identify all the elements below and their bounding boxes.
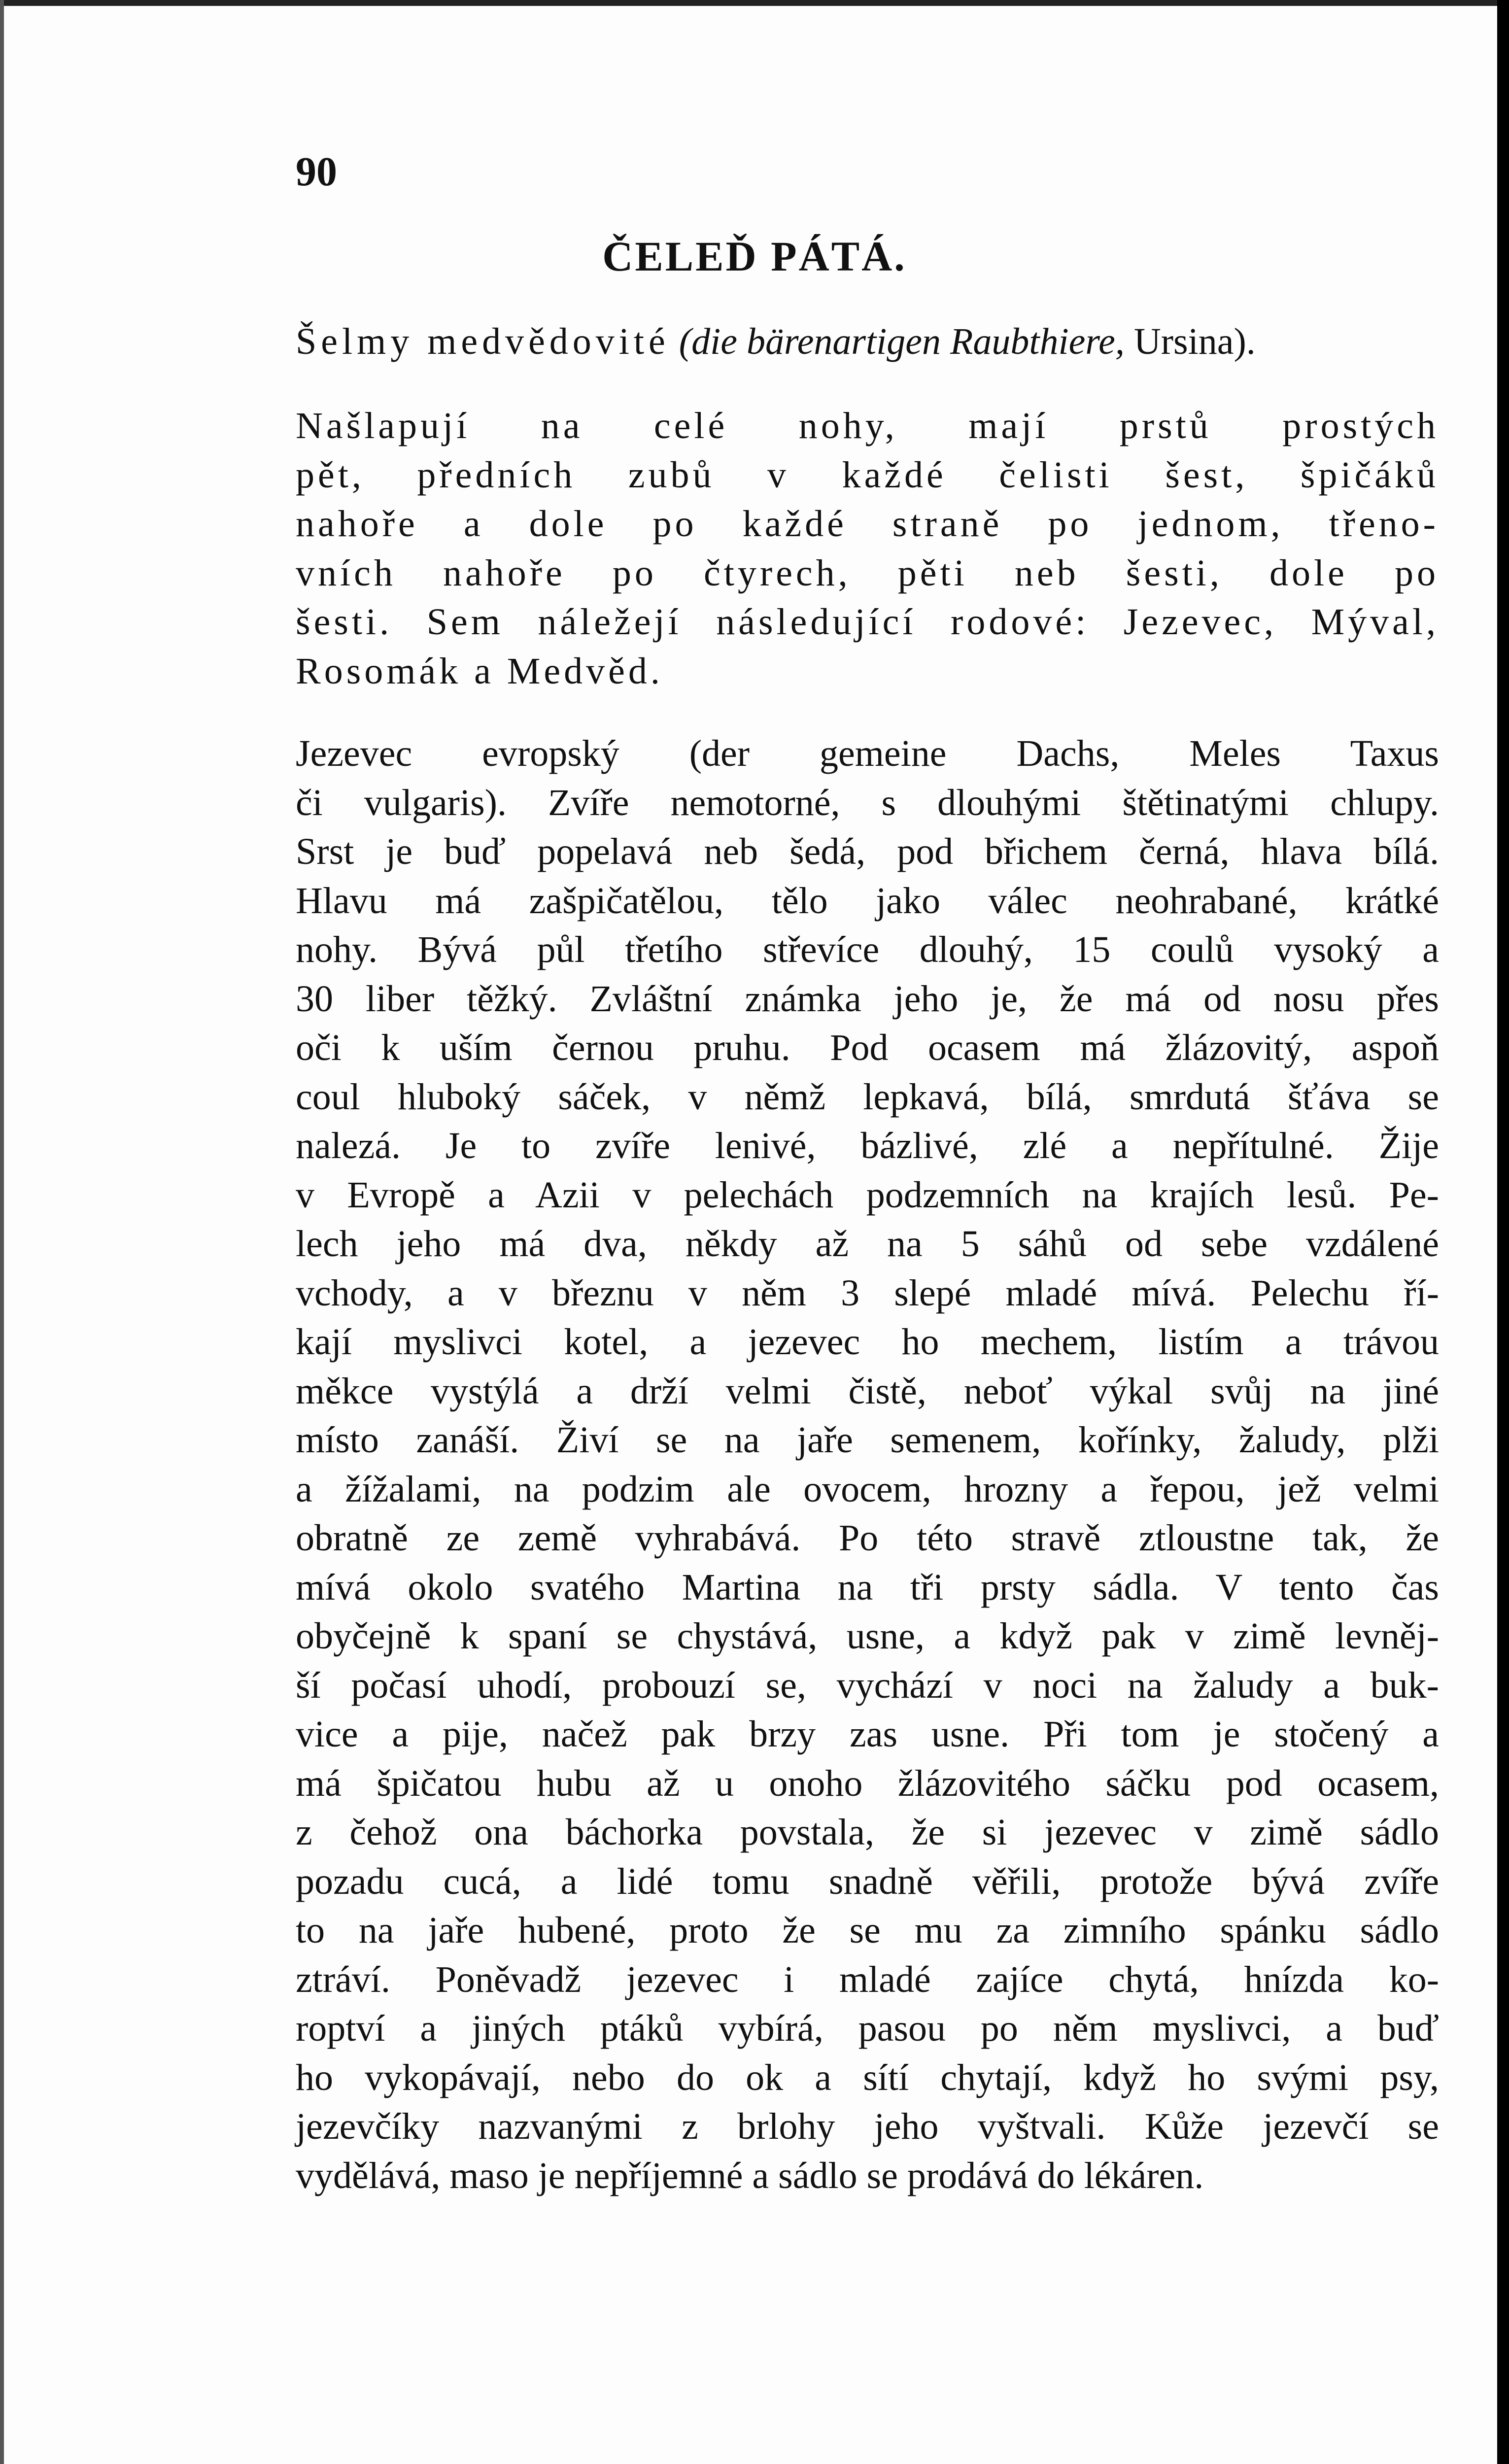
text-line: či vulgaris). Zvíře nemotorné, s dlouhými štětinatými chlupy.	[296, 782, 1439, 823]
text-line: vydělává, maso je nepříjemné a sádlo se prodává do lékáren.	[296, 2155, 1204, 2196]
text-line: ší počasí uhodí, probouzí se, vychází v noci na žaludy a buk-	[296, 1664, 1439, 1706]
text-line: pět, předních zubů v každé čelisti šest, špičáků	[296, 454, 1439, 496]
text-line: Rosomák a Medvěd.	[296, 650, 663, 692]
text-line: nahoře a dole po každé straně po jednom, třeno-	[296, 503, 1439, 545]
text-line: vice a pije, načež pak brzy zas usne. Při tom je stočený a	[296, 1713, 1439, 1755]
family-heading	[296, 320, 1439, 363]
scan-edge-left	[0, 0, 4, 2464]
family-latin-name: Ursina).	[1133, 321, 1256, 362]
text-line: jezevčíky nazvanými z brlohy jeho vyštvali. Kůže jezevčí se	[296, 2106, 1439, 2147]
text-line: ho vykopávají, nebo do ok a sítí chytají, když ho svými psy,	[296, 2056, 1439, 2098]
text-line: v Evropě a Azii v pelechách podzemních na krajích lesů. Pe-	[296, 1174, 1439, 1216]
text-line: obyčejně k spaní se chystává, usne, a když pak v zimě levněj-	[296, 1615, 1439, 1657]
text-line: pozadu cucá, a lidé tomu snadně věřili, protože bývá zvíře	[296, 1860, 1439, 1902]
family-czech-name: Šelmy medvědovité	[296, 321, 670, 362]
paragraph-family-description	[296, 402, 1439, 696]
text-line: má špičatou hubu až u onoho žlázovitého sáčku pod ocasem,	[296, 1762, 1439, 1804]
text-line: nalezá. Je to zvíře lenivé, bázlivé, zlé a nepřítulné. Žije	[296, 1125, 1439, 1166]
text-line: ztráví. Poněvadž jezevec i mladé zajíce chytá, hnízda ko-	[296, 1958, 1439, 2000]
page-number: 90	[296, 149, 337, 195]
text-line: vchody, a v březnu v něm 3 slepé mladé mívá. Pelechu ří-	[296, 1272, 1439, 1314]
text-line: místo zanáší. Živí se na jaře semenem, kořínky, žaludy, plži	[296, 1419, 1439, 1461]
text-line: 30 liber těžký. Zvláštní známka jeho je, že má od nosu přes	[296, 978, 1439, 1020]
text-line: mívá okolo svatého Martina na tři prsty sádla. V tento čas	[296, 1566, 1439, 1608]
text-line: coul hluboký sáček, v němž lepkavá, bílá, smrdutá šťáva se	[296, 1076, 1439, 1118]
family-german-name: (die bärenartigen Raubthiere,	[679, 321, 1125, 362]
text-line: šesti. Sem náležejí následující rodové: Jezevec, Mýval,	[296, 601, 1439, 643]
text-line: Jezevec evropský (der gemeine Dachs, Meles Taxus	[296, 733, 1439, 774]
text-line: kají myslivci kotel, a jezevec ho mechem, listím a trávou	[296, 1321, 1439, 1363]
text-line: lech jeho má dva, někdy až na 5 sáhů od sebe vzdálené	[296, 1223, 1439, 1265]
text-line: roptví a jiných ptáků vybírá, pasou po něm myslivci, a buď	[296, 2008, 1439, 2049]
text-line: Srst je buď popelavá neb šedá, pod břichem černá, hlava bílá.	[296, 831, 1439, 872]
text-line: Našlapují na celé nohy, mají prstů prostých	[296, 405, 1439, 446]
paragraph-jezevec-description	[296, 729, 1439, 2200]
text-line: obratně ze země vyhrabává. Po této stravě ztloustne tak, že	[296, 1517, 1439, 1559]
text-line: oči k uším černou pruhu. Pod ocasem má žlázovitý, aspoň	[296, 1027, 1439, 1068]
scan-edge-top	[0, 0, 1509, 6]
text-line: vních nahoře po čtyrech, pěti neb šesti, dole po	[296, 552, 1439, 594]
scan-edge-right	[1497, 0, 1509, 2464]
text-line: nohy. Bývá půl třetího střevíce dlouhý, 15 coulů vysoký a	[296, 929, 1439, 970]
chapter-title: ČELEĎ PÁTÁ.	[602, 233, 907, 280]
text-line: Hlavu má zašpičatělou, tělo jako válec neohrabané, krátké	[296, 880, 1439, 922]
text-line: měkce vystýlá a drží velmi čistě, neboť výkal svůj na jiné	[296, 1370, 1439, 1412]
text-line: to na jaře hubené, proto že se mu za zimního spánku sádlo	[296, 1910, 1439, 1951]
text-line: a žížalami, na podzim ale ovocem, hrozny a řepou, jež velmi	[296, 1468, 1439, 1510]
text-line: z čehož ona báchorka povstala, že si jezevec v zimě sádlo	[296, 1812, 1439, 1853]
